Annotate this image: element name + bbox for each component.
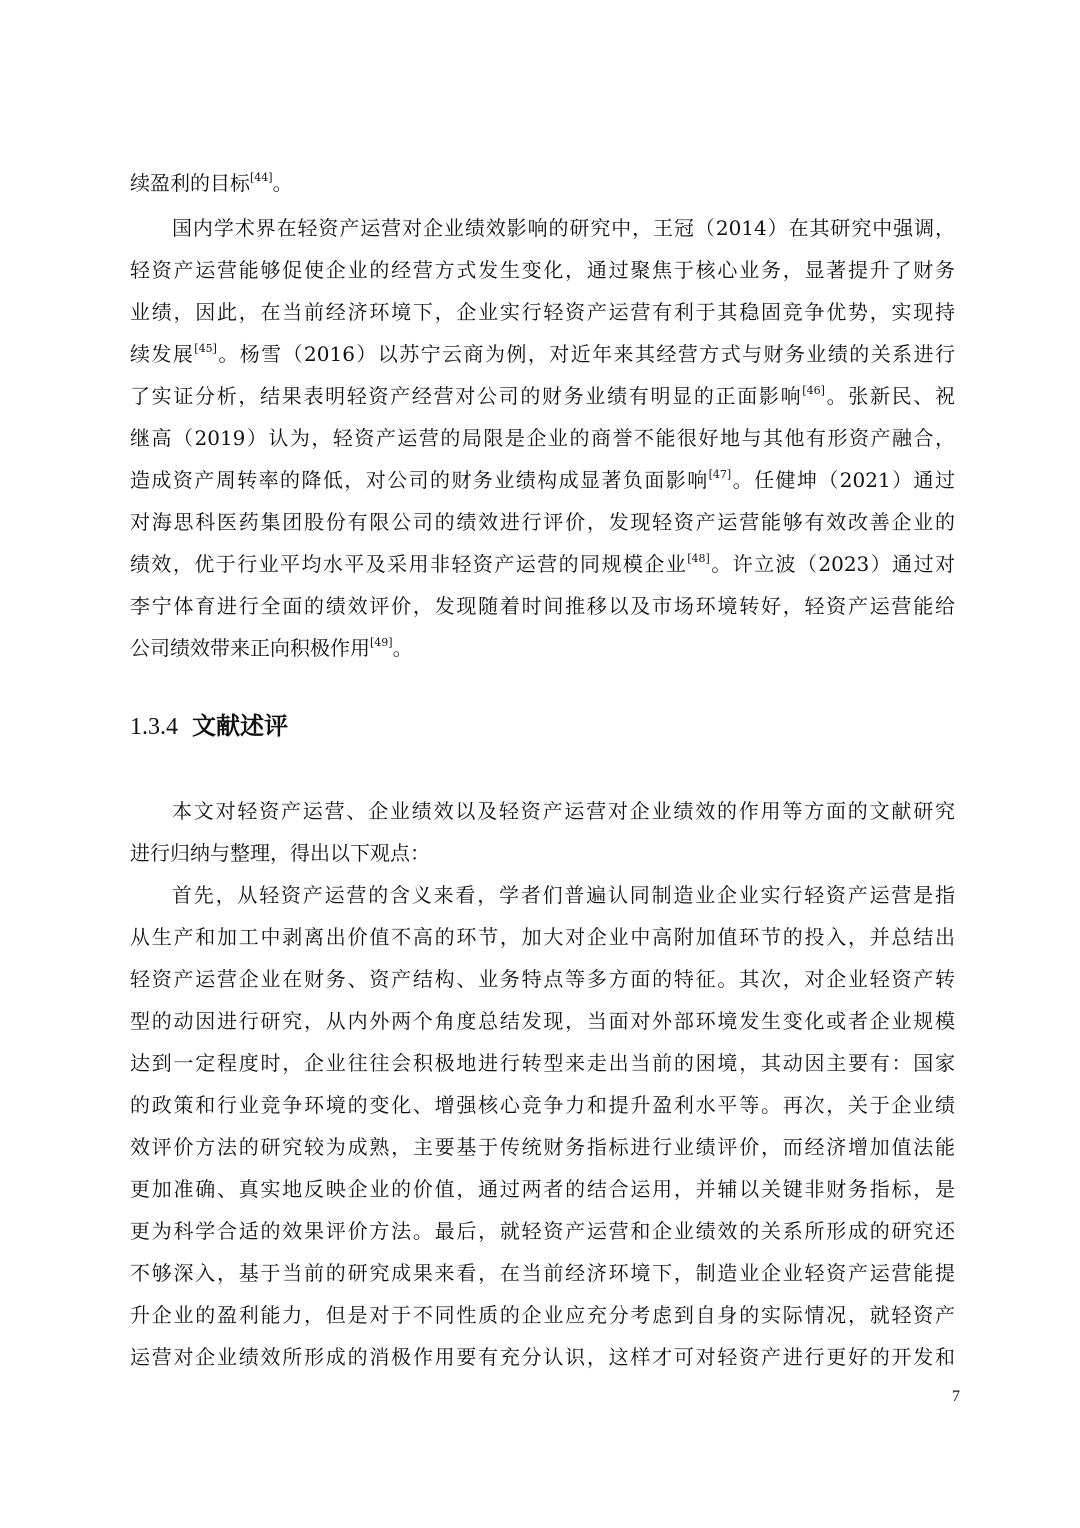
paragraph-line: 了实证分析，结果表明轻资产经营对公司的财务业绩有明显的正面影响[46]。张新民、祝	[130, 384, 955, 408]
paragraph-line: 更为科学合适的效果评价方法。最后，就轻资产运营和企业绩效的关系所形成的研究还	[130, 1219, 955, 1243]
paragraph-line: 公司绩效带来正向积极作用[49]。	[130, 636, 413, 660]
paragraph-line: 绩效，优于行业平均水平及采用非轻资产运营的同规模企业[48]。许立波（2023）通过对	[130, 552, 955, 576]
paragraph-domestic-research	[130, 207, 955, 669]
paragraph-line: 继高（2019）认为，轻资产运营的局限是企业的商誉不能很好地与其他有形资产融合，	[130, 426, 955, 450]
citation-marker: [48]	[687, 552, 710, 565]
section-heading	[130, 704, 288, 748]
paragraph-line: 型的动因进行研究，从内外两个角度总结发现，当面对外部环境发生变化或者企业规模	[130, 1009, 955, 1033]
paragraph-line: 达到一定程度时，企业往往会积极地进行转型来走出当前的困境，其动因主要有：国家	[130, 1051, 955, 1075]
paragraph-line: 续发展[45]。杨雪（2016）以苏宁云商为例，对近年来其经营方式与财务业绩的关系进行	[130, 342, 955, 366]
citation-marker: [45]	[194, 342, 217, 355]
paragraph-line: 李宁体育进行全面的绩效评价，发现随着时间推移以及市场环境转好，轻资产运营能给	[130, 594, 955, 618]
paragraph-line: 轻资产运营能够促使企业的经营方式发生变化，通过聚焦于核心业务，显著提升了财务	[130, 258, 955, 282]
paragraph-line: 轻资产运营企业在财务、资产结构、业务特点等多方面的特征。其次，对企业轻资产转	[130, 967, 955, 991]
paragraph-line: 业绩，因此，在当前经济环境下，企业实行轻资产运营有利于其稳固竞争优势，实现持	[130, 300, 955, 324]
paragraph-line: 的政策和行业竞争环境的变化、增强核心竞争力和提升盈利水平等。再次，关于企业绩	[130, 1093, 955, 1117]
paragraph-line: 续盈利的目标[44]。	[130, 171, 293, 195]
citation-marker: [46]	[802, 384, 825, 397]
paragraph-intro-summary	[130, 790, 955, 874]
paragraph-line: 从生产和加工中剥离出价值不高的环节，加大对企业中高附加值环节的投入，并总结出	[130, 925, 955, 949]
paragraph-line: 进行归纳与整理，得出以下观点：	[130, 841, 430, 865]
paragraph-line: 造成资产周转率的降低，对公司的财务业绩构成显著负面影响[47]。任健坤（2021）通过	[130, 468, 955, 492]
paragraph-line: 本文对轻资产运营、企业绩效以及轻资产运营对企业绩效的作用等方面的文献研究	[172, 799, 955, 823]
citation-marker: [44]	[250, 171, 273, 184]
paragraph-line: 运营对企业绩效所形成的消极作用要有充分认识，这样才可对轻资产进行更好的开发和	[130, 1345, 955, 1369]
paragraph-line: 效评价方法的研究较为成熟，主要基于传统财务指标进行业绩评价，而经济增加值法能	[130, 1135, 955, 1159]
paragraph-line: 首先，从轻资产运营的含义来看，学者们普遍认同制造业企业实行轻资产运营是指	[172, 883, 955, 907]
citation-marker: [47]	[708, 468, 732, 481]
paragraph-line: 对海思科医药集团股份有限公司的绩效进行评价，发现轻资产运营能够有效改善企业的	[130, 510, 955, 534]
section-number: 1.3.4	[130, 714, 178, 740]
section-title: 文献述评	[192, 711, 288, 740]
page-number: 7	[952, 1388, 960, 1405]
paragraph-line: 升企业的盈利能力，但是对于不同性质的企业应充分考虑到自身的实际情况，就轻资产	[130, 1303, 955, 1327]
paragraph-line: 更加准确、真实地反映企业的价值，通过两者的结合运用，并辅以关键非财务指标，是	[130, 1177, 955, 1201]
paragraph-line: 国内学术界在轻资产运营对企业绩效影响的研究中，王冠（2014）在其研究中强调，	[172, 216, 955, 240]
citation-marker: [49]	[370, 636, 393, 649]
paragraph-review-points	[130, 874, 955, 1378]
paragraph-continuation	[130, 162, 955, 204]
paragraph-line: 不够深入，基于当前的研究成果来看，在当前经济环境下，制造业企业轻资产运营能提	[130, 1261, 955, 1285]
